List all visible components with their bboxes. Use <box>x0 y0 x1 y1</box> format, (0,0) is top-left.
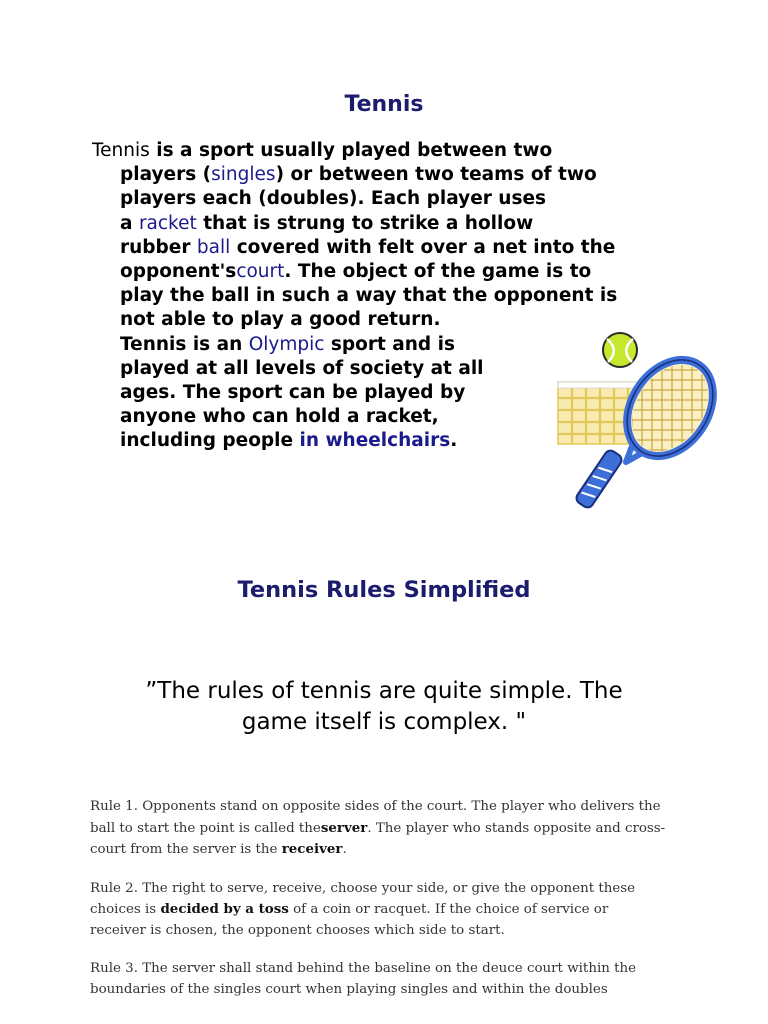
rules-heading: Tennis Rules Simplified <box>237 577 531 603</box>
rule-text: . <box>342 842 347 857</box>
tennis-racket-ball-net-icon <box>552 330 728 520</box>
intro-text: ) or between two teams of two <box>275 164 597 186</box>
intro-line-7 <box>92 284 692 308</box>
rule-text-line <box>90 839 690 861</box>
quote-line: ”The rules of tennis are quite simple. The <box>145 678 623 704</box>
rule-1 <box>90 797 690 861</box>
intro-text: . The object of the game is to <box>284 261 592 283</box>
tennis-word: Tennis <box>92 140 150 161</box>
rule-text: . The player who stands opposite and cross- <box>367 820 666 836</box>
rule-text: choices is <box>90 902 161 917</box>
intro-line-3 <box>92 187 692 211</box>
intro-text: that is strung to strike a hollow <box>196 212 534 234</box>
intro-text: anyone who can hold a racket, <box>120 406 439 428</box>
rule-text-line <box>90 899 690 921</box>
intro-text: players ( <box>120 164 212 186</box>
rule-3 <box>90 959 690 1000</box>
intro-text: is a sport usually played between two <box>149 140 553 161</box>
court-link[interactable]: court <box>236 261 285 283</box>
racket-link[interactable]: racket <box>138 212 197 234</box>
intro-line-2 <box>92 163 692 187</box>
intro-text: play the ball in such a way that the opponent is <box>120 285 618 307</box>
toss-term: decided by a toss <box>160 901 289 917</box>
rules-list <box>90 797 690 1018</box>
olympic-link[interactable]: Olympic <box>248 333 325 355</box>
intro-text: ages. The sport can be played by <box>120 382 466 404</box>
ball-link[interactable]: ball <box>196 236 231 258</box>
intro-text: Tennis is an <box>120 333 249 355</box>
rule-text: Rule 1. Opponents stand on opposite sides of the court. The player who delivers the <box>90 799 661 814</box>
intro-line-6 <box>92 260 692 284</box>
intro-line-5 <box>92 236 692 260</box>
quote-block <box>84 676 684 738</box>
rule-text: of a coin or racquet. If the choice of service or <box>288 902 609 917</box>
intro-text: opponent's <box>120 261 237 283</box>
tennis-ball-icon <box>603 333 637 367</box>
server-term: server <box>320 819 368 836</box>
intro-text: rubber <box>120 236 197 258</box>
rule-text-line <box>90 818 690 840</box>
rule-text: Rule 2. The right to serve, receive, choose your side, or give the opponent these <box>90 880 636 896</box>
intro-text: sport and is <box>324 333 455 355</box>
rule-text: Rule 3. The server shall stand behind the baseline on the deuce court within the <box>90 961 637 976</box>
intro-line-4 <box>92 212 692 236</box>
rule-text: ball to start the point is called the <box>90 820 321 836</box>
rule-2 <box>90 879 690 942</box>
wheelchairs-link[interactable]: in wheelchairs <box>299 430 451 452</box>
receiver-term: receiver <box>281 841 343 857</box>
quote-line: game itself is complex. " <box>241 709 527 735</box>
intro-text: . <box>450 430 458 452</box>
intro-text: a <box>120 212 139 234</box>
intro-line-1 <box>92 139 692 163</box>
rule-text: receiver is chosen, the opponent chooses which side to start. <box>90 922 505 938</box>
singles-link[interactable]: singles <box>211 164 276 186</box>
intro-text: played at all levels of society at all <box>120 357 484 379</box>
intro-text: players each (doubles). Each player uses <box>120 188 547 210</box>
rule-text: court from the server is the <box>90 842 282 857</box>
page-title: Tennis <box>344 92 424 117</box>
rule-text: boundaries of the singles court when playing singles and within the doubles <box>90 981 608 997</box>
intro-text: not able to play a good return. <box>120 309 441 331</box>
intro-line-8 <box>92 308 692 332</box>
intro-text: including people <box>120 430 300 452</box>
intro-text: covered with felt over a net into the <box>230 236 616 258</box>
